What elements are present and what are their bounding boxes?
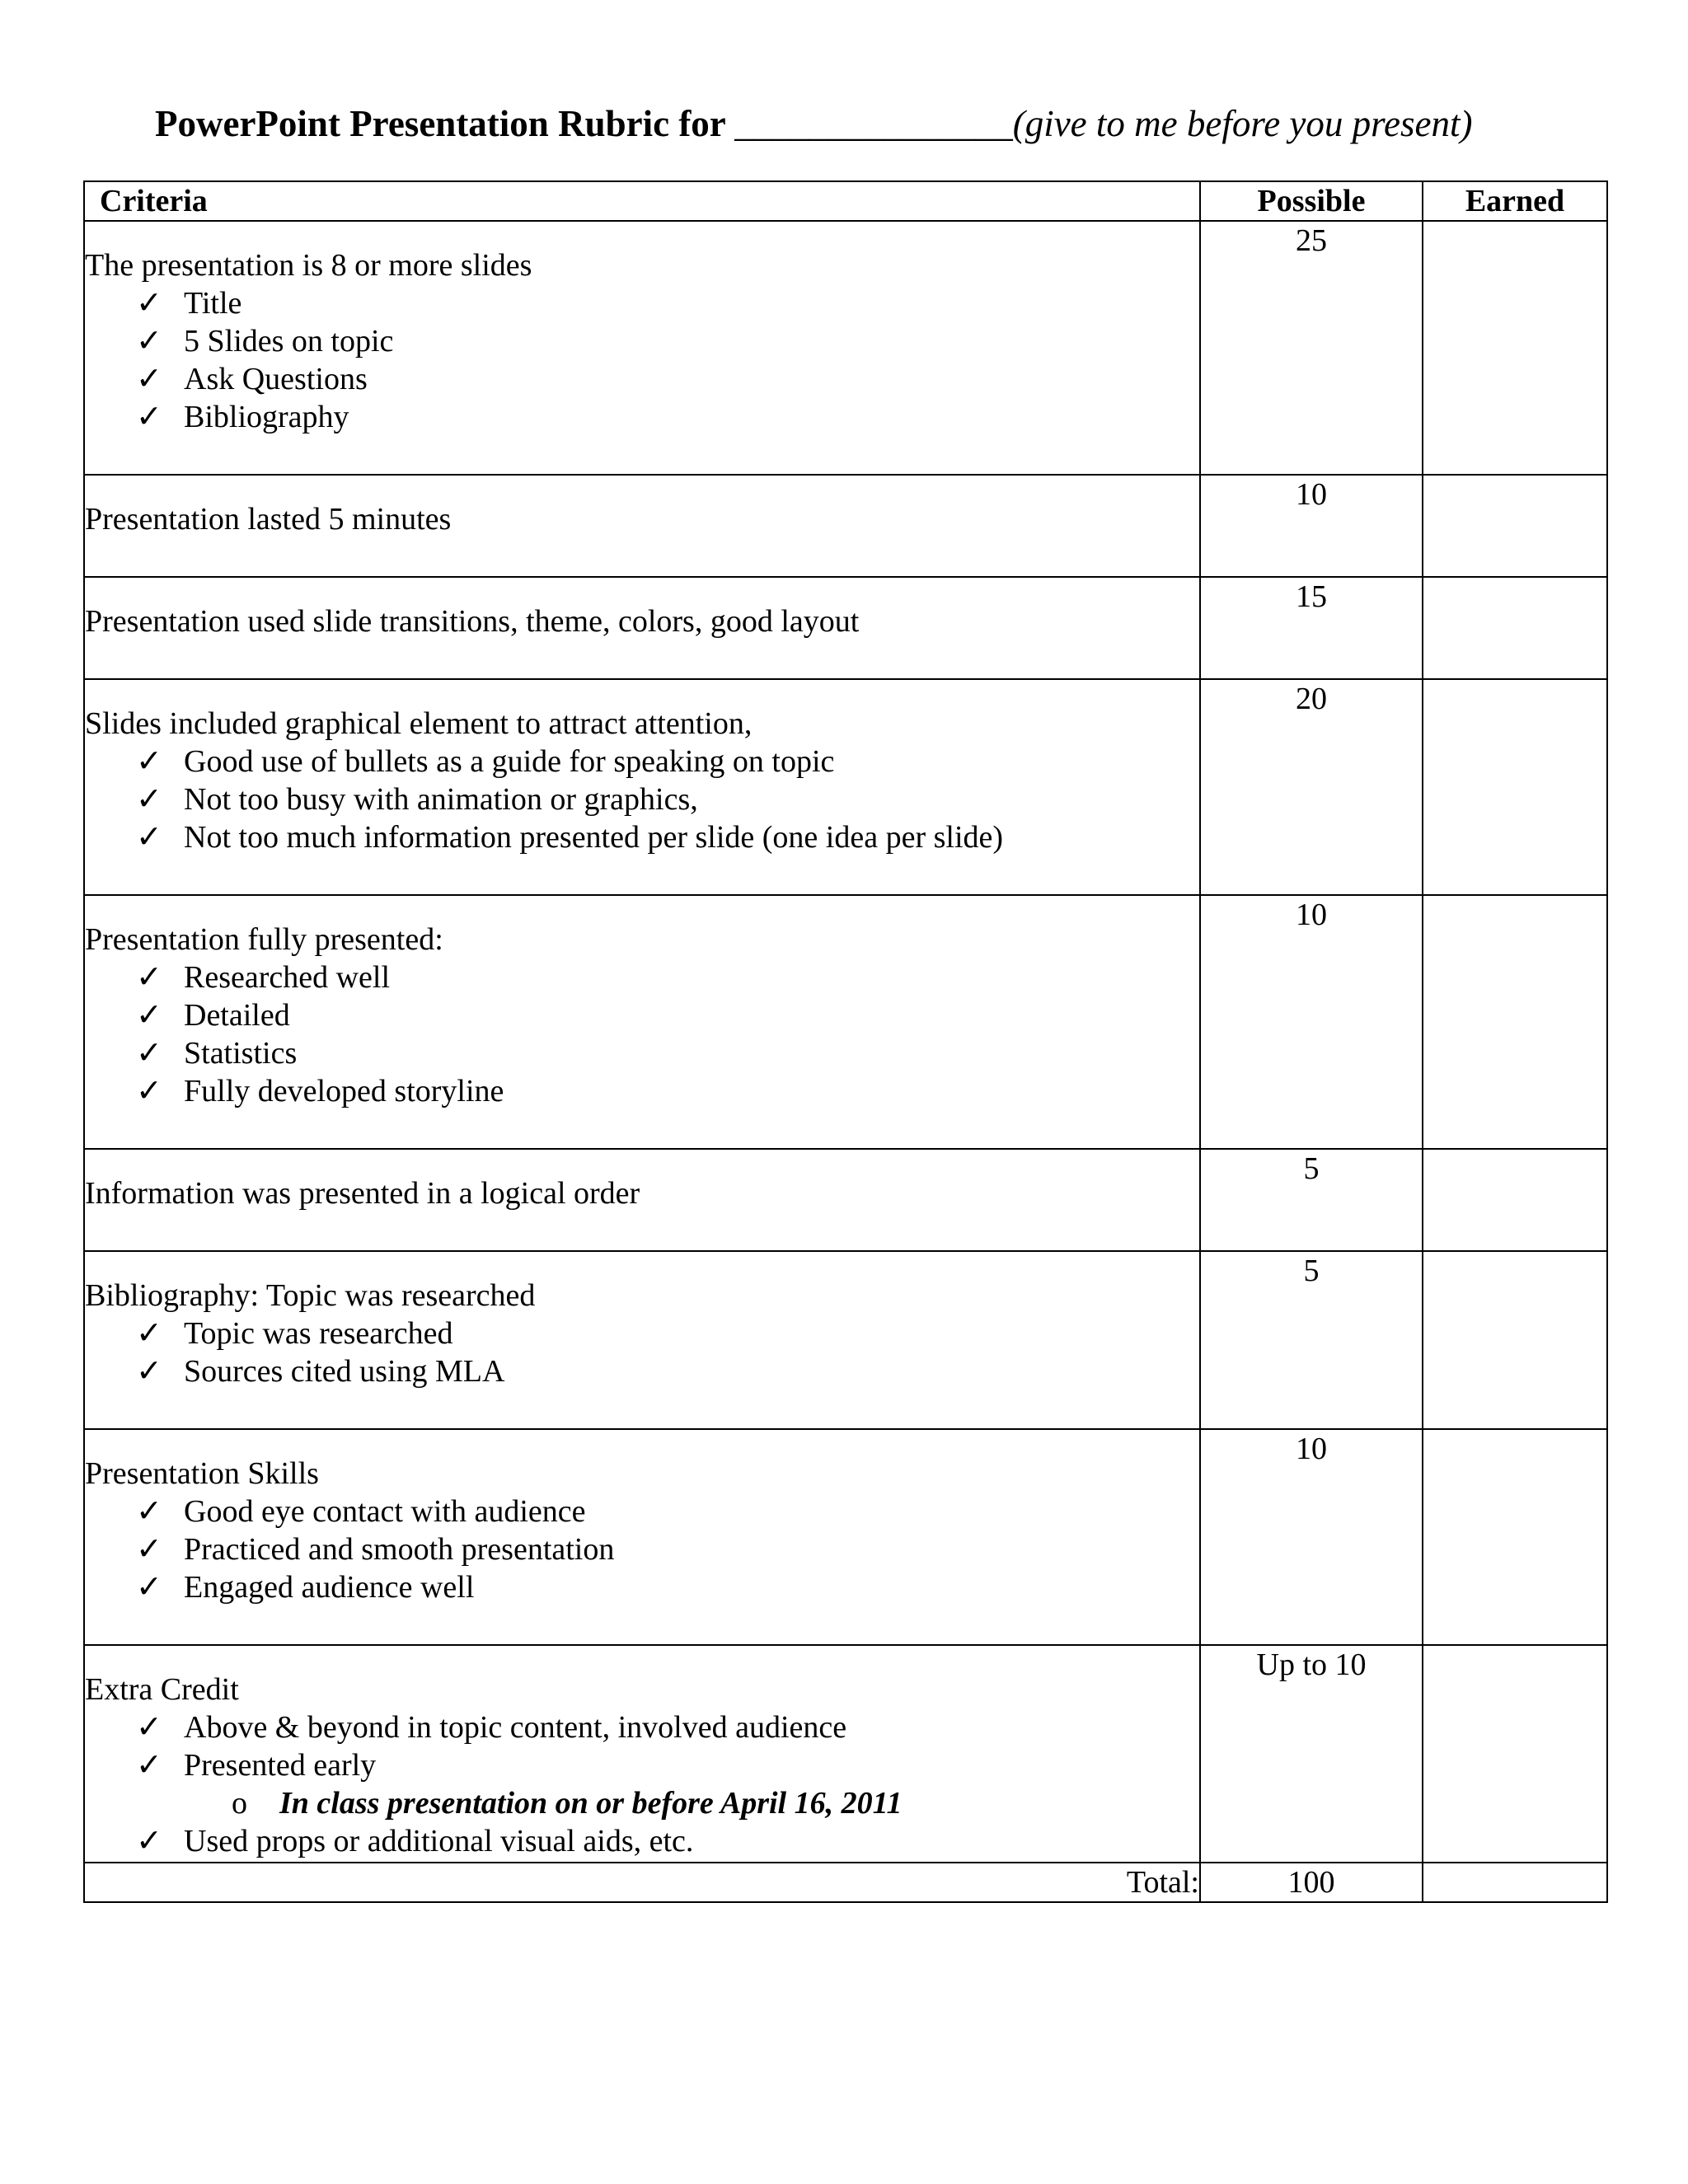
list-item: ✓ Sources cited using MLA (136, 1354, 505, 1389)
earned-input[interactable] (1423, 1429, 1607, 1645)
rubric-table (83, 180, 1608, 1903)
earned-input[interactable] (1423, 895, 1607, 1149)
check-icon: ✓ (136, 744, 162, 779)
list-item: ✓ Presented early (136, 1748, 377, 1783)
list-item: ✓ Used props or additional visual aids, etc. (136, 1824, 694, 1858)
check-icon: ✓ (136, 998, 162, 1033)
check-icon: ✓ (136, 1316, 162, 1351)
criteria-bullets (85, 743, 1199, 856)
title-note: (give to me before you present) (1012, 103, 1473, 144)
table-row (84, 1251, 1607, 1429)
criteria-text: Presentation fully presented: (85, 922, 443, 957)
table-row (84, 679, 1607, 895)
check-icon: ✓ (136, 1710, 162, 1745)
check-icon: ✓ (136, 1494, 162, 1529)
list-item: ✓ Statistics (136, 1036, 298, 1071)
criteria-text: Slides included graphical element to attract attention, (85, 706, 753, 741)
name-blank[interactable]: _______________ (734, 103, 1013, 144)
criteria-cell (84, 679, 1200, 895)
criteria-text: The presentation is 8 or more slides (85, 248, 532, 283)
possible-points: 5 (1200, 1149, 1423, 1251)
list-item: ✓ Not too much information presented per slide (one idea per slide) (136, 820, 1004, 855)
earned-input[interactable] (1423, 221, 1607, 475)
table-row (84, 577, 1607, 679)
check-icon: ✓ (136, 1354, 162, 1389)
earned-input[interactable] (1423, 1149, 1607, 1251)
criteria-bullets (85, 1493, 1199, 1606)
criteria-cell (84, 577, 1200, 679)
possible-points: 10 (1200, 895, 1423, 1149)
check-icon: ✓ (136, 820, 162, 855)
check-icon: ✓ (136, 324, 162, 359)
check-icon: ✓ (136, 1570, 162, 1605)
possible-points: 10 (1200, 1429, 1423, 1645)
possible-points: 10 (1200, 475, 1423, 577)
list-item: ✓ Not too busy with animation or graphics, (136, 782, 698, 817)
earned-input[interactable] (1423, 1645, 1607, 1863)
criteria-cell (84, 1429, 1200, 1645)
list-item: ✓ Topic was researched (136, 1316, 453, 1351)
check-icon: ✓ (136, 960, 162, 995)
circle-bullet-icon: o (232, 1786, 247, 1821)
criteria-text: Presentation lasted 5 minutes (85, 502, 452, 537)
criteria-text: Presentation Skills (85, 1456, 319, 1491)
total-label: Total: (84, 1863, 1200, 1902)
criteria-bullets (85, 284, 1199, 436)
criteria-cell (84, 1149, 1200, 1251)
list-item: ✓ Above & beyond in topic content, involved audience (136, 1710, 847, 1745)
table-row (84, 1429, 1607, 1645)
table-row (84, 475, 1607, 577)
criteria-text: Bibliography: Topic was researched (85, 1278, 536, 1313)
earned-input[interactable] (1423, 679, 1607, 895)
list-item: ✓ Good use of bullets as a guide for speaking on topic (136, 744, 835, 779)
table-row (84, 1149, 1607, 1251)
criteria-cell (84, 475, 1200, 577)
title-text: PowerPoint Presentation Rubric for (155, 103, 735, 144)
list-item: ✓ Researched well (136, 960, 391, 995)
possible-points: 5 (1200, 1251, 1423, 1429)
criteria-cell (84, 1645, 1200, 1863)
list-item: ✓ Practiced and smooth presentation (136, 1532, 615, 1567)
sub-list-item: o In class presentation on or before April 16, 2011 (232, 1786, 903, 1821)
possible-header: Possible (1200, 181, 1423, 221)
possible-points: Up to 10 (1200, 1645, 1423, 1863)
earned-header: Earned (1423, 181, 1607, 221)
total-earned-input[interactable] (1423, 1863, 1607, 1902)
list-item: ✓ Good eye contact with audience (136, 1494, 586, 1529)
criteria-cell (84, 1251, 1200, 1429)
list-item: ✓ Bibliography (136, 400, 349, 434)
table-row (84, 221, 1607, 475)
check-icon: ✓ (136, 400, 162, 434)
criteria-cell (84, 221, 1200, 475)
table-row (84, 895, 1607, 1149)
possible-points: 15 (1200, 577, 1423, 679)
earned-input[interactable] (1423, 577, 1607, 679)
list-item: ✓ Detailed (136, 998, 290, 1033)
criteria-text: Extra Credit (85, 1672, 239, 1707)
check-icon: ✓ (136, 782, 162, 817)
criteria-bullets (85, 1708, 1199, 1860)
possible-points: 20 (1200, 679, 1423, 895)
criteria-cell (84, 895, 1200, 1149)
page-title (155, 97, 1472, 150)
criteria-bullets (85, 1315, 1199, 1390)
list-item: ✓ 5 Slides on topic (136, 324, 394, 359)
check-icon: ✓ (136, 362, 162, 396)
earned-input[interactable] (1423, 1251, 1607, 1429)
list-item: ✓ Fully developed storyline (136, 1074, 504, 1108)
header-row (84, 181, 1607, 221)
criteria-header: Criteria (84, 181, 1200, 221)
check-icon: ✓ (136, 1532, 162, 1567)
check-icon: ✓ (136, 1748, 162, 1783)
criteria-text: Presentation used slide transitions, theme, colors, good layout (85, 604, 860, 639)
check-icon: ✓ (136, 1824, 162, 1858)
list-item: ✓ Engaged audience well (136, 1570, 475, 1605)
total-row (84, 1863, 1607, 1902)
check-icon: ✓ (136, 1074, 162, 1108)
criteria-bullets (85, 958, 1199, 1110)
table-row (84, 1645, 1607, 1863)
criteria-text: Information was presented in a logical order (85, 1176, 640, 1211)
possible-points: 25 (1200, 221, 1423, 475)
earned-input[interactable] (1423, 475, 1607, 577)
list-item: ✓ Ask Questions (136, 362, 368, 396)
list-item: ✓ Title (136, 286, 242, 321)
check-icon: ✓ (136, 286, 162, 321)
total-possible: 100 (1200, 1863, 1423, 1902)
check-icon: ✓ (136, 1036, 162, 1071)
